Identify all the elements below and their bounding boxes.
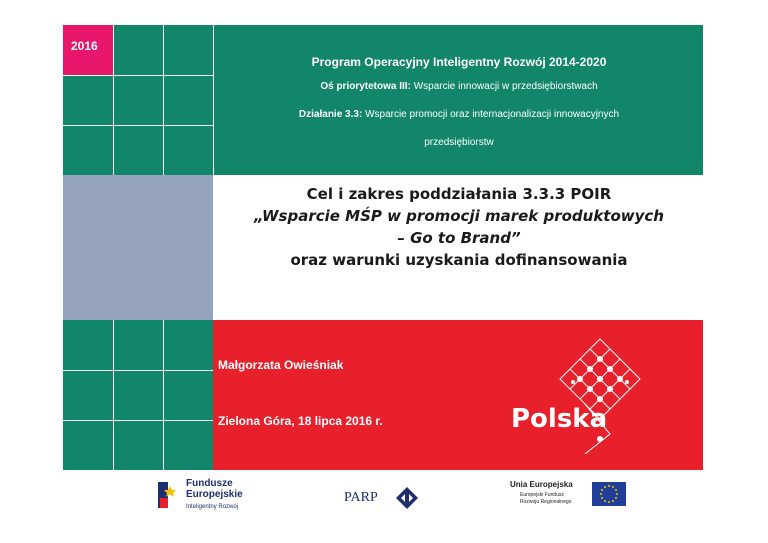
polska-wordmark: Polska [511, 404, 608, 434]
ue-logo [510, 480, 620, 515]
main-title [215, 183, 703, 271]
action-text-cont: przedsiębiorstw [424, 137, 494, 148]
priority-axis-text: Wsparcie innowacji w przedsiębiorstwach [413, 81, 598, 92]
grid-line [63, 125, 213, 126]
fe-title [186, 478, 243, 500]
priority-axis-label: Oś priorytetowa III: [320, 81, 411, 92]
presenter-name: Małgorzata Owieśniak [218, 358, 344, 372]
parp-emblem-icon [396, 487, 418, 509]
place-date: Zielona Góra, 18 lipca 2016 r. [218, 414, 383, 428]
parp-wordmark: PARP [344, 490, 378, 505]
fe-line2: Europejskie [186, 489, 243, 500]
fundusze-europejskie-logo [158, 478, 268, 518]
title-line-3: – Go to Brand” [397, 229, 521, 247]
footer-logos [0, 470, 768, 543]
grid-line [63, 370, 213, 371]
eu-flag-icon [592, 482, 626, 506]
year-badge: 2016 [63, 25, 113, 75]
grid-line [63, 75, 213, 76]
program-title: Program Operacyjny Inteligentny Rozwój 2014-2020 [311, 55, 607, 69]
fe-line1: Fundusze [186, 478, 233, 489]
ue-sub-line2: Rozwoju Regionalnego [520, 499, 572, 505]
title-line-1: Cel i zakres poddziałania 3.3.3 POIR [306, 185, 612, 203]
green-grid-block [63, 320, 213, 470]
grid-line [163, 25, 164, 175]
title-slide [63, 25, 703, 470]
header-band [63, 25, 703, 175]
grey-block [63, 175, 213, 320]
ue-title: Unia Europejska [510, 480, 573, 489]
polska-pattern-icon [505, 334, 665, 454]
polska-logo [505, 334, 665, 454]
grid-line [163, 320, 164, 470]
action-text: Wsparcie promocji oraz internacjonalizacji innowacyjnych [365, 109, 620, 120]
ue-sub-line1: Europejski Fundusz [520, 492, 564, 498]
fe-stars-icon [158, 478, 182, 512]
action-label: Działanie 3.3: [298, 109, 363, 120]
grid-line [63, 420, 213, 421]
title-line-4: oraz warunki uzyskania dofinansowania [290, 251, 628, 269]
title-line-2: „Wsparcie MŚP w promocji marek produktowych [253, 207, 664, 225]
fe-subtitle: Inteligentny Rozwój [186, 504, 239, 510]
action [215, 109, 703, 120]
program-header [215, 25, 703, 175]
parp-logo [344, 487, 424, 511]
priority-axis [215, 81, 703, 92]
presenter-band [213, 320, 703, 470]
grid-line [113, 320, 114, 470]
grid-line [213, 25, 214, 175]
grid-line [113, 25, 114, 175]
